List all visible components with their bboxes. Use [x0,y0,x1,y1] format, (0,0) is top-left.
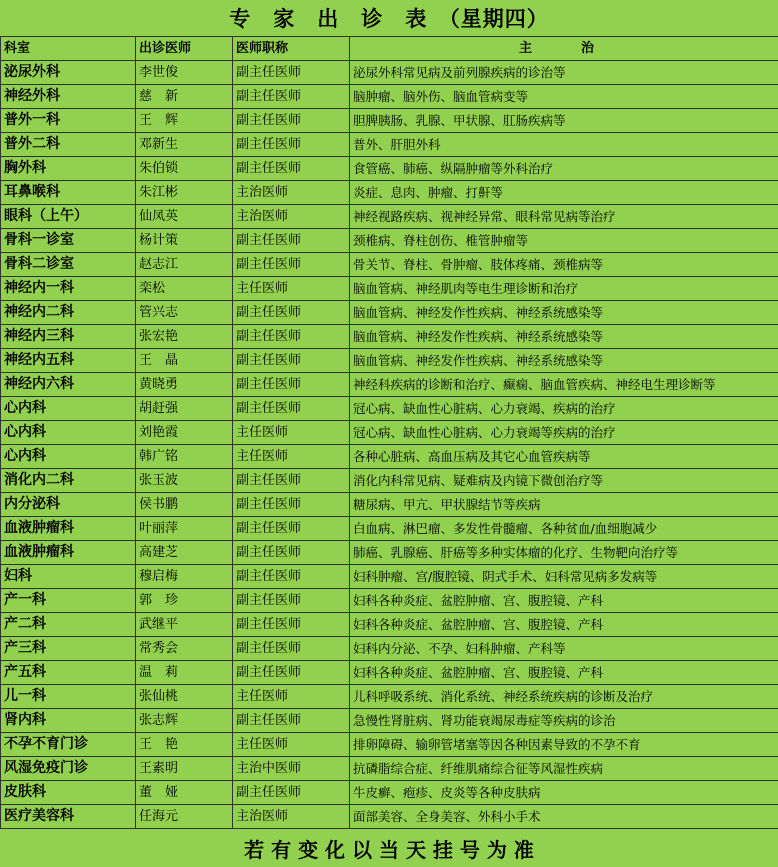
dept-cell: 皮肤科 [1,781,136,805]
rank-cell: 副主任医师 [233,661,350,685]
doctor-cell: 张玉波 [136,469,233,493]
rank-cell: 副主任医师 [233,325,350,349]
dept-cell: 胸外科 [1,157,136,181]
rank-cell: 副主任医师 [233,301,350,325]
doctor-cell: 郭 珍 [136,589,233,613]
dept-cell: 血液肿瘤科 [1,517,136,541]
table-row [1,709,778,733]
rank-cell: 副主任医师 [233,61,350,85]
specialty-cell: 儿科呼吸系统、消化系统、神经系统疾病的诊断及治疗 [350,685,778,709]
specialty-cell: 面部美容、全身美容、外科小手术 [350,805,778,829]
table-row [1,517,778,541]
dept-cell: 骨科二诊室 [1,253,136,277]
specialty-cell: 消化内科常见病、疑难病及内镜下微创治疗等 [350,469,778,493]
dept-cell: 普外二科 [1,133,136,157]
specialty-cell: 泌尿外科常见病及前列腺疾病的诊治等 [350,61,778,85]
dept-cell: 妇科 [1,565,136,589]
specialty-cell: 排卵障碍、输卵管堵塞等因各种因素导致的不孕不育 [350,733,778,757]
header-specialty: 主 治 [350,37,778,61]
rank-cell: 主任医师 [233,277,350,301]
table-row [1,589,778,613]
dept-cell: 消化内二科 [1,469,136,493]
table-row [1,421,778,445]
doctor-cell: 仙凤英 [136,205,233,229]
specialty-cell: 急慢性肾脏病、肾功能衰竭尿毒症等疾病的诊治 [350,709,778,733]
table-row [1,253,778,277]
doctor-cell: 朱伯锁 [136,157,233,181]
specialty-cell: 普外、肝胆外科 [350,133,778,157]
specialty-cell: 食管癌、肺癌、纵隔肿瘤等外科治疗 [350,157,778,181]
specialty-cell: 脑肿瘤、脑外伤、脑血管病变等 [350,85,778,109]
header-rank: 医师职称 [233,37,350,61]
specialty-cell: 抗磷脂综合症、纤维肌痛综合征等风湿性疾病 [350,757,778,781]
specialty-cell: 神经科疾病的诊断和治疗、癫痫、脑血管疾病、神经电生理诊断等 [350,373,778,397]
table-row [1,733,778,757]
table-row [1,493,778,517]
table-row [1,61,778,85]
specialty-cell: 妇科各种炎症、盆腔肿瘤、宫、腹腔镜、产科 [350,589,778,613]
specialty-cell: 妇科肿瘤、宫/腹腔镜、阴式手术、妇科常见病多发病等 [350,565,778,589]
dept-cell: 神经内三科 [1,325,136,349]
table-row [1,613,778,637]
rank-cell: 副主任医师 [233,349,350,373]
doctor-cell: 任海元 [136,805,233,829]
specialty-cell: 脑血管病、神经发作性疾病、神经系统感染等 [350,349,778,373]
doctor-cell: 慈 新 [136,85,233,109]
doctor-cell: 王 艳 [136,733,233,757]
table-row [1,109,778,133]
doctor-cell: 叶丽萍 [136,517,233,541]
specialty-cell: 神经视路疾病、视神经异常、眼科常见病等治疗 [350,205,778,229]
table-row [1,565,778,589]
dept-cell: 泌尿外科 [1,61,136,85]
doctor-cell: 张志辉 [136,709,233,733]
dept-cell: 心内科 [1,397,136,421]
dept-cell: 不孕不育门诊 [1,733,136,757]
doctor-cell: 张仙桃 [136,685,233,709]
doctor-cell: 温 莉 [136,661,233,685]
dept-cell: 心内科 [1,445,136,469]
rank-cell: 副主任医师 [233,493,350,517]
rank-cell: 主治医师 [233,205,350,229]
dept-cell: 神经内五科 [1,349,136,373]
doctor-cell: 侯书鹏 [136,493,233,517]
dept-cell: 产一科 [1,589,136,613]
doctor-cell: 王 辉 [136,109,233,133]
dept-cell: 普外一科 [1,109,136,133]
dept-cell: 内分泌科 [1,493,136,517]
rank-cell: 副主任医师 [233,781,350,805]
rank-cell: 主任医师 [233,685,350,709]
doctor-cell: 胡赶强 [136,397,233,421]
rank-cell: 副主任医师 [233,157,350,181]
specialty-cell: 骨关节、脊柱、骨肿瘤、肢体疼痛、颈椎病等 [350,253,778,277]
dept-cell: 产五科 [1,661,136,685]
dept-cell: 耳鼻喉科 [1,181,136,205]
doctor-cell: 高建芝 [136,541,233,565]
doctor-cell: 栾松 [136,277,233,301]
rank-cell: 副主任医师 [233,541,350,565]
dept-cell: 医疗美容科 [1,805,136,829]
specialty-cell: 肺癌、乳腺癌、肝癌等多种实体瘤的化疗、生物靶向治疗等 [350,541,778,565]
specialty-cell: 冠心病、缺血性心脏病、心力衰竭等疾病的治疗 [350,421,778,445]
specialty-cell: 炎症、息肉、肿瘤、打鼾等 [350,181,778,205]
dept-cell: 眼科（上午） [1,205,136,229]
dept-cell: 神经内一科 [1,277,136,301]
table-row [1,85,778,109]
rank-cell: 主治医师 [233,805,350,829]
rank-cell: 副主任医师 [233,85,350,109]
doctor-cell: 管兴志 [136,301,233,325]
header-row [1,37,778,61]
specialty-cell: 胆脾胰肠、乳腺、甲状腺、肛肠疾病等 [350,109,778,133]
doctor-cell: 刘艳霞 [136,421,233,445]
dept-cell: 骨科一诊室 [1,229,136,253]
table-row [1,661,778,685]
dept-cell: 儿一科 [1,685,136,709]
table-row [1,781,778,805]
rank-cell: 主任医师 [233,733,350,757]
rank-cell: 副主任医师 [233,133,350,157]
doctor-cell: 董 娅 [136,781,233,805]
header-dept: 科室 [1,37,136,61]
specialty-cell: 牛皮癣、疱疹、皮炎等各种皮肤病 [350,781,778,805]
schedule-table [0,36,778,829]
dept-cell: 心内科 [1,421,136,445]
doctor-cell: 邓新生 [136,133,233,157]
specialty-cell: 妇科内分泌、不孕、妇科肿瘤、产科等 [350,637,778,661]
specialty-cell: 糖尿病、甲亢、甲状腺结节等疾病 [350,493,778,517]
doctor-cell: 杨计策 [136,229,233,253]
rank-cell: 主治医师 [233,181,350,205]
dept-cell: 肾内科 [1,709,136,733]
table-row [1,397,778,421]
rank-cell: 副主任医师 [233,565,350,589]
table-row [1,469,778,493]
specialty-cell: 脑血管病、神经发作性疾病、神经系统感染等 [350,325,778,349]
table-row [1,373,778,397]
table-row [1,541,778,565]
rank-cell: 主治中医师 [233,757,350,781]
rank-cell: 副主任医师 [233,253,350,277]
doctor-cell: 王 晶 [136,349,233,373]
doctor-cell: 赵志江 [136,253,233,277]
rank-cell: 副主任医师 [233,373,350,397]
table-row [1,277,778,301]
specialty-cell: 冠心病、缺血性心脏病、心力衰竭、疾病的治疗 [350,397,778,421]
rank-cell: 副主任医师 [233,637,350,661]
rank-cell: 主任医师 [233,445,350,469]
table-row [1,301,778,325]
doctor-cell: 武继平 [136,613,233,637]
doctor-cell: 王素明 [136,757,233,781]
doctor-cell: 朱江彬 [136,181,233,205]
table-row [1,349,778,373]
dept-cell: 血液肿瘤科 [1,541,136,565]
rank-cell: 副主任医师 [233,517,350,541]
rank-cell: 副主任医师 [233,589,350,613]
rank-cell: 副主任医师 [233,397,350,421]
dept-cell: 风湿免疫门诊 [1,757,136,781]
dept-cell: 神经内二科 [1,301,136,325]
dept-cell: 神经外科 [1,85,136,109]
table-row [1,757,778,781]
table-row [1,445,778,469]
table-row [1,229,778,253]
rank-cell: 副主任医师 [233,109,350,133]
dept-cell: 产二科 [1,613,136,637]
page-title: 专 家 出 诊 表 （星期四） [0,0,778,36]
table-row [1,181,778,205]
doctor-cell: 穆启梅 [136,565,233,589]
table-row [1,157,778,181]
doctor-cell: 常秀会 [136,637,233,661]
dept-cell: 产三科 [1,637,136,661]
rank-cell: 主任医师 [233,421,350,445]
specialty-cell: 脑血管病、神经肌肉等电生理诊断和治疗 [350,277,778,301]
table-row [1,205,778,229]
schedule-rows [1,61,778,829]
doctor-cell: 张宏艳 [136,325,233,349]
table-row [1,133,778,157]
specialty-cell: 白血病、淋巴瘤、多发性骨髓瘤、各种贫血/血细胞减少 [350,517,778,541]
table-row [1,325,778,349]
footer-note: 若 有 变 化 以 当 天 挂 号 为 准 [0,828,778,867]
specialty-cell: 颈椎病、脊柱创伤、椎管肿瘤等 [350,229,778,253]
specialty-cell: 妇科各种炎症、盆腔肿瘤、宫、腹腔镜、产科 [350,661,778,685]
header-doctor: 出诊医师 [136,37,233,61]
rank-cell: 副主任医师 [233,613,350,637]
doctor-cell: 黄晓勇 [136,373,233,397]
dept-cell: 神经内六科 [1,373,136,397]
doctor-cell: 李世俊 [136,61,233,85]
rank-cell: 副主任医师 [233,469,350,493]
specialty-cell: 妇科各种炎症、盆腔肿瘤、宫、腹腔镜、产科 [350,613,778,637]
table-row [1,637,778,661]
table-row [1,685,778,709]
doctor-cell: 韩广铭 [136,445,233,469]
table-row [1,805,778,829]
rank-cell: 副主任医师 [233,229,350,253]
specialty-cell: 脑血管病、神经发作性疾病、神经系统感染等 [350,301,778,325]
rank-cell: 副主任医师 [233,709,350,733]
specialty-cell: 各种心脏病、高血压病及其它心血管疾病等 [350,445,778,469]
